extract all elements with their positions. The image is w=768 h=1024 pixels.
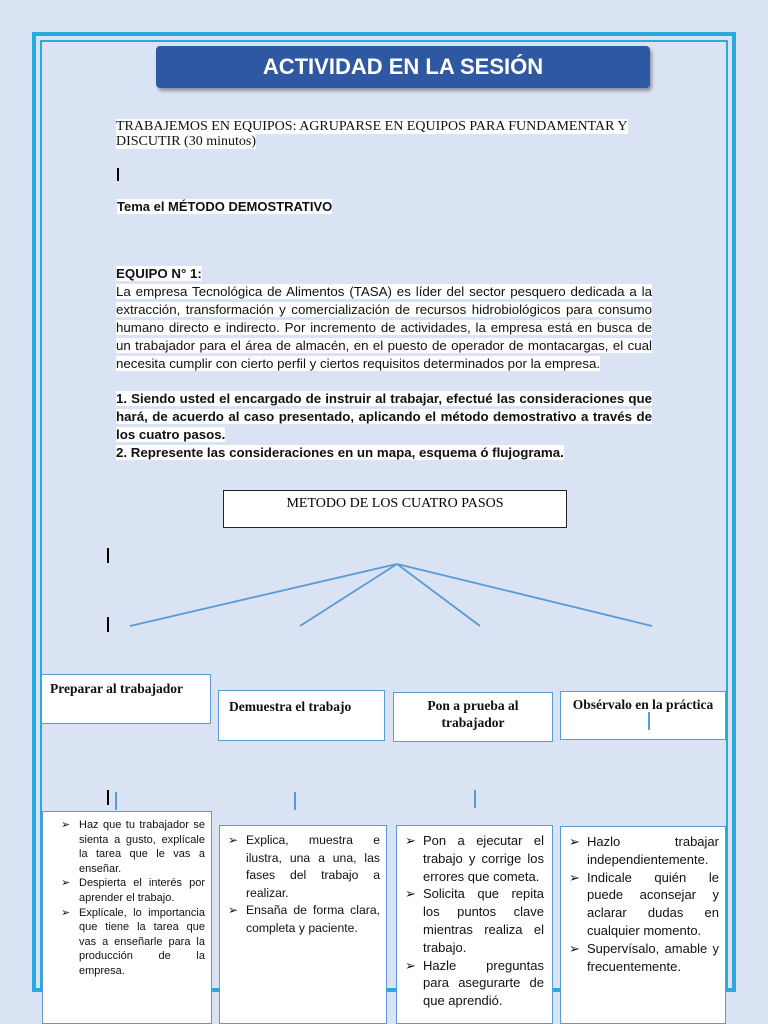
team-heading: EQUIPO N° 1: (116, 266, 202, 281)
step-label: Preparar al trabajador (50, 681, 183, 696)
question-2: 2. Represente las consideraciones en un mapa, esquema ó flujograma. (116, 445, 564, 460)
step-label: Obsérvalo en la práctica (572, 697, 714, 712)
topic-heading: Tema el MÉTODO DEMOSTRATIVO (117, 199, 333, 214)
list-item: ➢ Explica, muestra e ilustra, una a una, las fases del trabajo a realizar. (228, 832, 380, 902)
list-item: ➢ Indicale quién le puede aconsejar y aclarar dudas en cualquier momento. (569, 869, 719, 940)
list-item: ➢ Pon a ejecutar el trabajo y corrige los errores que cometa. (405, 832, 544, 885)
step-box-prepare (41, 674, 211, 724)
list-item: ➢ Haz que tu trabajador se sienta a gusto, explícale la tarea que le vas a enseñar. (61, 818, 205, 876)
list-item: ➢ Despierta el interés por aprender el trabajo. (61, 876, 205, 905)
question-1: 1. Siendo usted el encargado de instruir al trabajar, efectué las consideraciones que hará, de acuerdo al caso presentado, aplicando el método demostrativo a través de los cuatro pasos. (116, 391, 652, 442)
detail-box-prepare (42, 811, 212, 1024)
list-item: ➢ Hazlo trabajar independientemente. (569, 833, 719, 869)
list-item: ➢ Hazle preguntas para asegurarte de que aprendió. (405, 957, 544, 1010)
step-box-observe (560, 691, 726, 740)
connector-step-2 (300, 564, 397, 626)
connector-step-1 (130, 564, 397, 626)
list-item: ➢ Ensaña de forma clara, completa y paciente. (228, 902, 380, 937)
diagram-root-box: METODO DE LOS CUATRO PASOS (223, 490, 567, 528)
step-box-test (393, 692, 553, 742)
step-label: Pon a prueba al trabajador (427, 698, 519, 730)
list-item: ➢ Solicita que repita los puntos clave mientras realiza el trabajo. (405, 885, 544, 956)
step-box-demonstrate (218, 690, 385, 741)
case-description: La empresa Tecnológica de Alimentos (TASA) es líder del sector pesquero dedicada a la extracción, transformación y comercialización de recursos hidrobiológicos para consumo humano directo e indirecto. Por incremento de actividades, la empresa está en busca de un trabajador para el área de almacén, en el puesto de operador de montacargas, el cual necesita cumplir con cierto perfil y ciertos requisitos determinados por la empresa. (116, 284, 652, 371)
instructions-line-2: DISCUTIR (30 minutos) (116, 134, 256, 149)
instructions-line-1: TRABAJEMOS EN EQUIPOS: AGRUPARSE EN EQUIPOS PARA FUNDAMENTAR Y (116, 119, 628, 134)
list-item: ➢ Explícale, lo importancia que tiene la tarea que vas a enseñarle para la producción de la empresa. (61, 906, 205, 979)
detail-box-demonstrate (219, 825, 387, 1024)
detail-box-test (396, 825, 553, 1024)
connector-tick (648, 712, 650, 730)
detail-box-observe (560, 826, 726, 1024)
connector-step-4 (397, 564, 652, 626)
connector-tick (115, 792, 117, 810)
list-item: ➢ Supervísalo, amable y frecuentemente. (569, 940, 719, 976)
step-label: Demuestra el trabajo (229, 699, 352, 714)
page-title: ACTIVIDAD EN LA SESIÓN (156, 46, 650, 88)
connector-tick (474, 790, 476, 808)
connector-tick (294, 792, 296, 810)
